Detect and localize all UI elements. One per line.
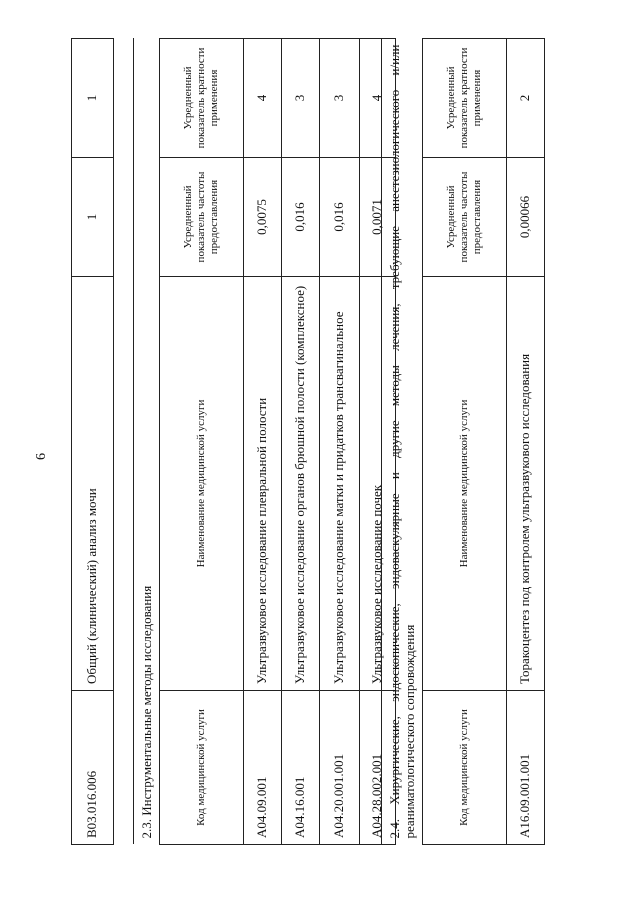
header-code: Код медицинской услуги: [159, 691, 243, 845]
frequency-value: 0,016: [319, 158, 359, 277]
service-name: Торакоцентез под контролем ультразвукового исследования: [506, 277, 544, 691]
top-table: [71, 38, 114, 845]
section-2-4-table: [381, 38, 545, 845]
page-number: 6: [34, 453, 49, 460]
header-multiplicity: Усредненный показатель кратности применения: [422, 38, 506, 157]
service-name: Ультразвуковое исследование почек: [359, 277, 395, 691]
frequency-value: 0,00066: [506, 158, 544, 277]
section-2-3-table: [133, 38, 396, 845]
table-row: [72, 39, 114, 845]
multiplicity-value: 1: [72, 39, 114, 158]
table-row: [281, 38, 319, 844]
multiplicity-value: 4: [243, 38, 281, 157]
service-code: A04.16.001: [281, 691, 319, 845]
frequency-value: 0,0071: [359, 158, 395, 277]
header-frequency: Усредненный показатель частоты предоставления: [159, 158, 243, 277]
header-frequency: Усредненный показатель частоты предоставления: [422, 158, 506, 277]
multiplicity-value: 3: [281, 38, 319, 157]
header-multiplicity: Усредненный показатель кратности применения: [159, 38, 243, 157]
service-name: Общий (клинический) анализ мочи: [72, 277, 114, 691]
header-row: [422, 38, 506, 844]
service-code: A16.09.001.001: [506, 691, 544, 845]
section-title-row: [382, 38, 423, 844]
service-code: A04.09.001: [243, 691, 281, 845]
header-name: Наименование медицинской услуги: [159, 277, 243, 691]
service-name: Ультразвуковое исследование матки и придатков трансвагинальное: [319, 277, 359, 691]
service-code: B03.016.006: [72, 691, 114, 845]
frequency-value: 1: [72, 158, 114, 277]
header-row: [159, 38, 243, 844]
frequency-value: 0,0075: [243, 158, 281, 277]
multiplicity-value: 2: [506, 38, 544, 157]
multiplicity-value: 4: [359, 38, 395, 157]
header-name: Наименование медицинской услуги: [422, 277, 506, 691]
frequency-value: 0,016: [281, 158, 319, 277]
section-title-row: [134, 38, 160, 844]
service-name: Ультразвуковое исследование органов брюшной полости (комплексное): [281, 277, 319, 691]
section-2-3-title: 2.3. Инструментальные методы исследования: [134, 38, 160, 844]
table-row: [243, 38, 281, 844]
multiplicity-value: 3: [319, 38, 359, 157]
section-2-4-title: 2.4. Хирургические, эндоскопические, эндоваскулярные и другие методы лечения, требующие анестезиологического и/или реаниматологического сопровождения: [382, 38, 423, 844]
table-row: [506, 38, 544, 844]
service-code: A04.28.002.001: [359, 691, 395, 845]
service-name: Ультразвуковое исследование плевральной полости: [243, 277, 281, 691]
header-code: Код медицинской услуги: [422, 691, 506, 845]
table-row: [319, 38, 359, 844]
service-code: A04.20.001.001: [319, 691, 359, 845]
